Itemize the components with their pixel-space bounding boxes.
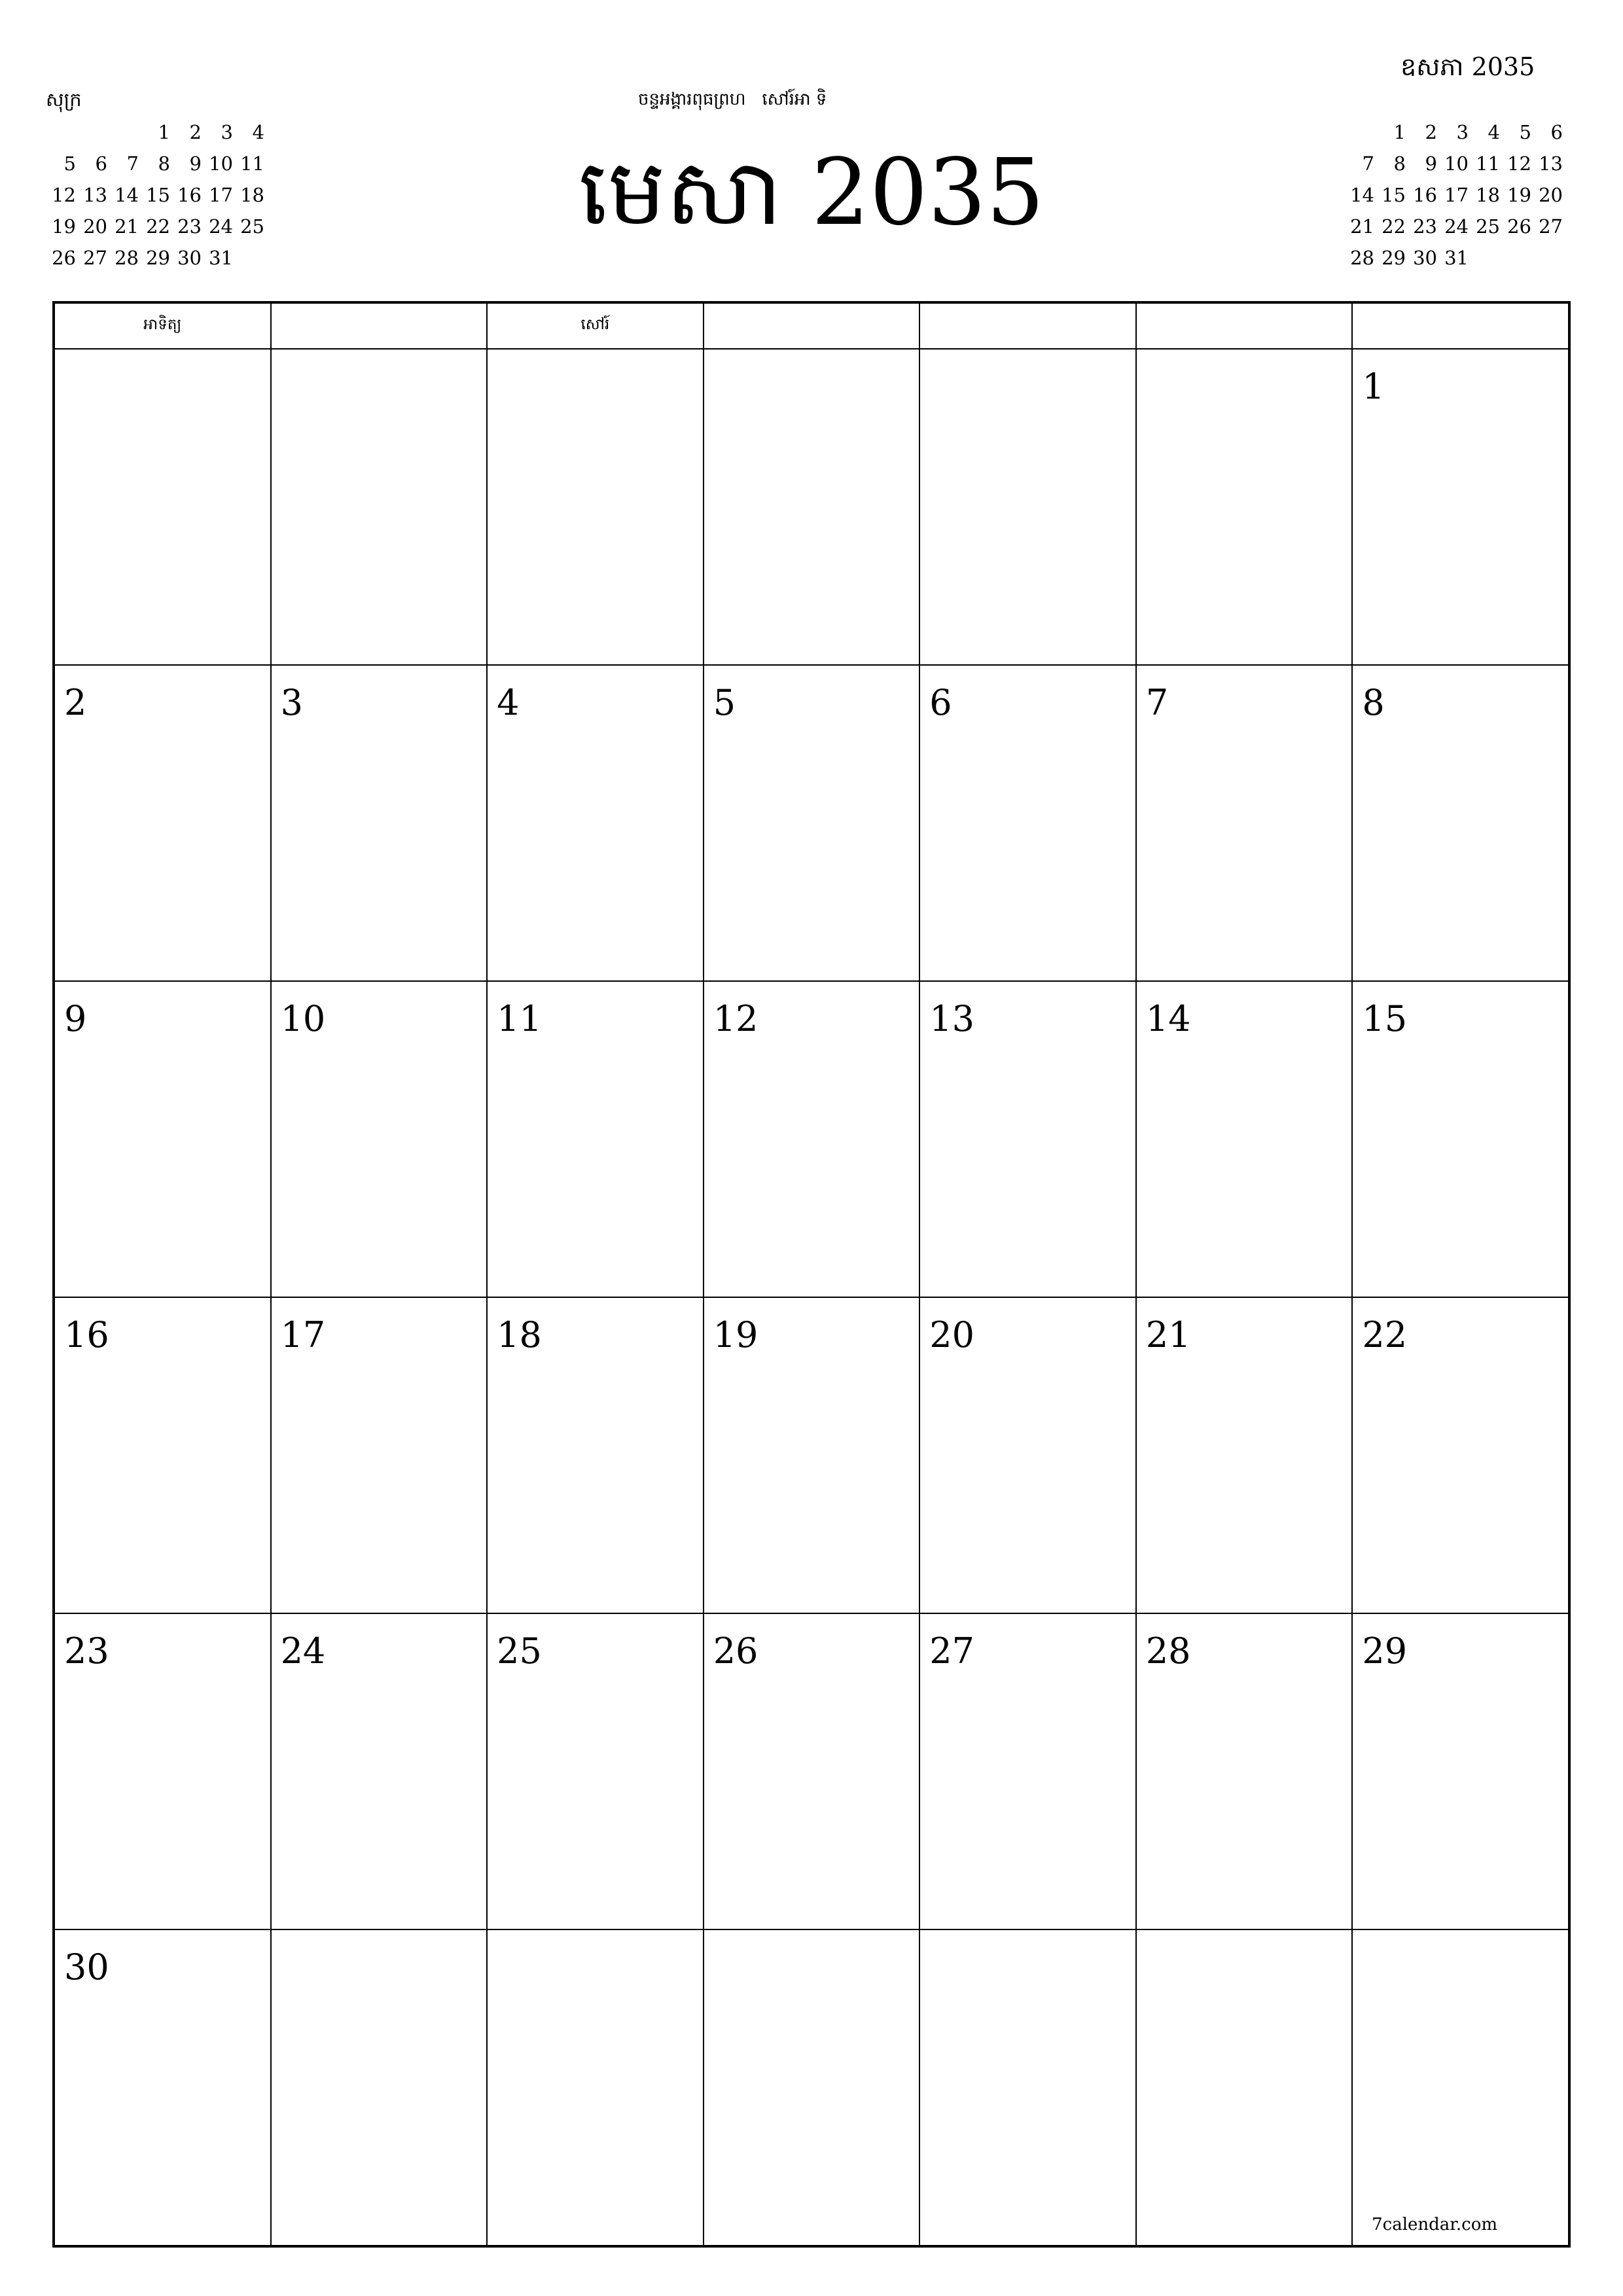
- mini-next-day: 23: [1413, 215, 1437, 238]
- day-number: 16: [64, 1314, 109, 1355]
- page-title: មេសា 2035: [579, 139, 1044, 246]
- mini-prev-day: 5: [63, 152, 76, 175]
- day-cell: [704, 981, 920, 1297]
- mini-next-day: 6: [1550, 121, 1563, 143]
- day-cell: [487, 1297, 704, 1613]
- mini-next-row: [1343, 242, 1563, 274]
- day-number: 12: [713, 998, 758, 1039]
- mini-next-day: 14: [1350, 184, 1374, 206]
- mini-next-row: [1343, 211, 1563, 242]
- mini-prev-row: [45, 148, 264, 179]
- day-number: 8: [1362, 682, 1385, 723]
- mini-prev-day: 16: [177, 184, 202, 206]
- mini-prev-day: 10: [209, 152, 233, 175]
- mini-next-day: 24: [1444, 215, 1469, 238]
- day-number: 26: [713, 1630, 758, 1672]
- day-cell: [919, 981, 1136, 1297]
- mini-next-day: 20: [1539, 184, 1563, 206]
- day-number: 3: [280, 682, 303, 723]
- mini-next-day: 29: [1382, 247, 1406, 269]
- day-cell: [487, 665, 704, 981]
- weekday-header: អាទិត្យ: [54, 303, 271, 349]
- footer-credit: 7calendar.com: [1372, 2215, 1497, 2234]
- mini-prev-day: 6: [95, 152, 107, 175]
- day-number: 1: [1362, 366, 1385, 407]
- week-row: [54, 349, 1569, 665]
- day-cell: [919, 349, 1136, 665]
- day-cell: [487, 1613, 704, 1929]
- mini-prev-day: [76, 117, 107, 148]
- day-cell: [54, 981, 271, 1297]
- day-cell: [1352, 981, 1569, 1297]
- week-row: [54, 665, 1569, 981]
- mini-calendar-prev: [45, 117, 264, 274]
- day-number: 7: [1145, 682, 1169, 723]
- day-number: 6: [929, 682, 952, 723]
- weekday-header: [919, 303, 1136, 349]
- day-number: 2: [64, 682, 87, 723]
- mini-next-day: 16: [1413, 184, 1437, 206]
- weekday-header-row: [54, 303, 1569, 349]
- day-cell: [54, 349, 271, 665]
- day-cell: [1136, 1613, 1353, 1929]
- week-row: [54, 1613, 1569, 1929]
- prev-month-label: សុក្រ: [46, 88, 82, 111]
- mini-prev-day: 28: [115, 247, 139, 269]
- mini-next-day: 1: [1393, 121, 1406, 143]
- mini-prev-day: 14: [115, 184, 139, 206]
- mini-prev-day: 20: [83, 215, 107, 238]
- next-month-label: ឧសភា 2035: [1400, 52, 1535, 81]
- day-cell: [1136, 981, 1353, 1297]
- mini-next-day: 28: [1350, 247, 1374, 269]
- day-number: 4: [497, 682, 520, 723]
- weekday-header: [1352, 303, 1569, 349]
- mini-prev-day: 19: [52, 215, 76, 238]
- day-cell: [487, 349, 704, 665]
- day-cell: [704, 665, 920, 981]
- mini-calendar-next: [1343, 117, 1563, 274]
- week-row: [54, 1929, 1569, 2246]
- mini-prev-day: 12: [52, 184, 76, 206]
- day-number: 25: [497, 1630, 542, 1672]
- mini-next-day: 15: [1382, 184, 1406, 206]
- day-cell: [1352, 1929, 1569, 2246]
- mini-next-day: 4: [1488, 121, 1500, 143]
- day-number: 5: [713, 682, 736, 723]
- mini-next-day: 10: [1444, 152, 1469, 175]
- mini-prev-day: 31: [209, 247, 233, 269]
- day-cell: [919, 1929, 1136, 2246]
- mini-prev-day: 29: [146, 247, 170, 269]
- mini-prev-day: 23: [177, 215, 202, 238]
- mini-next-day: 7: [1362, 152, 1374, 175]
- mini-next-day: 5: [1519, 121, 1531, 143]
- mini-prev-day: 1: [158, 121, 170, 143]
- day-cell: [271, 981, 488, 1297]
- day-number: 24: [280, 1630, 326, 1672]
- day-cell: [1352, 349, 1569, 665]
- day-number: 23: [64, 1630, 109, 1672]
- mini-next-day: 12: [1507, 152, 1531, 175]
- mini-next-day: 27: [1539, 215, 1563, 238]
- day-cell: [919, 665, 1136, 981]
- day-cell: [1352, 1297, 1569, 1613]
- mini-next-day: 19: [1507, 184, 1531, 206]
- weekday-line: ចន្ទអង្គារពុធព្រហ សៅរ៍អា ទិ: [638, 90, 827, 109]
- day-number: 19: [713, 1314, 758, 1355]
- mini-prev-day: 18: [240, 184, 264, 206]
- mini-prev-row: [45, 211, 264, 242]
- day-cell: [271, 665, 488, 981]
- weekday-header: [1136, 303, 1353, 349]
- mini-next-day: 17: [1444, 184, 1469, 206]
- day-number: 11: [497, 998, 542, 1039]
- mini-prev-day: [45, 117, 76, 148]
- mini-next-row: [1343, 179, 1563, 211]
- mini-prev-day: 22: [146, 215, 170, 238]
- mini-prev-day: 15: [146, 184, 170, 206]
- day-cell: [487, 1929, 704, 2246]
- day-number: 17: [280, 1314, 326, 1355]
- mini-next-day: [1343, 117, 1374, 148]
- mini-prev-day: 8: [158, 152, 170, 175]
- mini-prev-day: 17: [209, 184, 233, 206]
- day-number: 14: [1145, 998, 1191, 1039]
- mini-next-row: [1343, 117, 1563, 148]
- day-cell: [54, 1929, 271, 2246]
- mini-prev-day: 7: [126, 152, 139, 175]
- mini-next-day: 13: [1539, 152, 1563, 175]
- day-number: 27: [929, 1630, 974, 1672]
- mini-next-day: 8: [1393, 152, 1406, 175]
- mini-next-row: [1343, 148, 1563, 179]
- day-cell: [1136, 1297, 1353, 1613]
- day-cell: [1352, 665, 1569, 981]
- week-row: [54, 981, 1569, 1297]
- mini-next-day: [1469, 242, 1500, 274]
- mini-next-day: [1500, 242, 1531, 274]
- day-number: 18: [497, 1314, 542, 1355]
- mini-prev-row: [45, 179, 264, 211]
- day-cell: [54, 1613, 271, 1929]
- mini-prev-day: 26: [52, 247, 76, 269]
- mini-next-day: 26: [1507, 215, 1531, 238]
- day-cell: [271, 349, 488, 665]
- mini-prev-day: [107, 117, 139, 148]
- day-cell: [1136, 349, 1353, 665]
- day-cell: [487, 981, 704, 1297]
- mini-prev-day: [233, 242, 264, 274]
- mini-prev-day: 27: [83, 247, 107, 269]
- mini-next-day: 30: [1413, 247, 1437, 269]
- day-cell: [704, 1929, 920, 2246]
- day-cell: [271, 1297, 488, 1613]
- day-cell: [1136, 665, 1353, 981]
- mini-next-day: 2: [1425, 121, 1437, 143]
- mini-prev-day: 11: [240, 152, 264, 175]
- day-number: 29: [1362, 1630, 1408, 1672]
- day-number: 21: [1145, 1314, 1191, 1355]
- mini-next-day: 3: [1456, 121, 1469, 143]
- day-number: 13: [929, 998, 974, 1039]
- mini-next-day: 31: [1444, 247, 1469, 269]
- weekday-header: សៅរ៍: [487, 303, 704, 349]
- day-cell: [704, 1297, 920, 1613]
- day-number: 30: [64, 1946, 109, 1988]
- day-cell: [271, 1613, 488, 1929]
- day-cell: [1136, 1929, 1353, 2246]
- mini-prev-day: 4: [252, 121, 264, 143]
- day-number: 20: [929, 1314, 974, 1355]
- mini-next-day: 11: [1476, 152, 1500, 175]
- weekday-header: [704, 303, 920, 349]
- day-cell: [704, 349, 920, 665]
- mini-next-day: 9: [1425, 152, 1437, 175]
- mini-next-day: 22: [1382, 215, 1406, 238]
- mini-prev-day: 21: [115, 215, 139, 238]
- mini-prev-day: 9: [189, 152, 202, 175]
- mini-prev-row: [45, 117, 264, 148]
- mini-prev-row: [45, 242, 264, 274]
- mini-prev-day: 30: [177, 247, 202, 269]
- day-number: 9: [64, 998, 87, 1039]
- mini-prev-day: 2: [189, 121, 202, 143]
- day-number: 22: [1362, 1314, 1408, 1355]
- mini-next-day: [1531, 242, 1563, 274]
- mini-next-day: 21: [1350, 215, 1374, 238]
- week-row: [54, 1297, 1569, 1613]
- day-cell: [54, 665, 271, 981]
- day-number: 15: [1362, 998, 1408, 1039]
- day-cell: [54, 1297, 271, 1613]
- mini-next-day: 25: [1476, 215, 1500, 238]
- day-cell: [919, 1613, 1136, 1929]
- mini-prev-day: 24: [209, 215, 233, 238]
- mini-prev-day: 25: [240, 215, 264, 238]
- mini-prev-day: 3: [221, 121, 233, 143]
- day-cell: [704, 1613, 920, 1929]
- day-cell: [1352, 1613, 1569, 1929]
- day-number: 10: [280, 998, 326, 1039]
- weekday-header: [271, 303, 488, 349]
- day-cell: [919, 1297, 1136, 1613]
- day-number: 28: [1145, 1630, 1191, 1672]
- day-cell: [271, 1929, 488, 2246]
- mini-prev-day: 13: [83, 184, 107, 206]
- month-grid: [52, 301, 1571, 2248]
- mini-next-day: 18: [1476, 184, 1500, 206]
